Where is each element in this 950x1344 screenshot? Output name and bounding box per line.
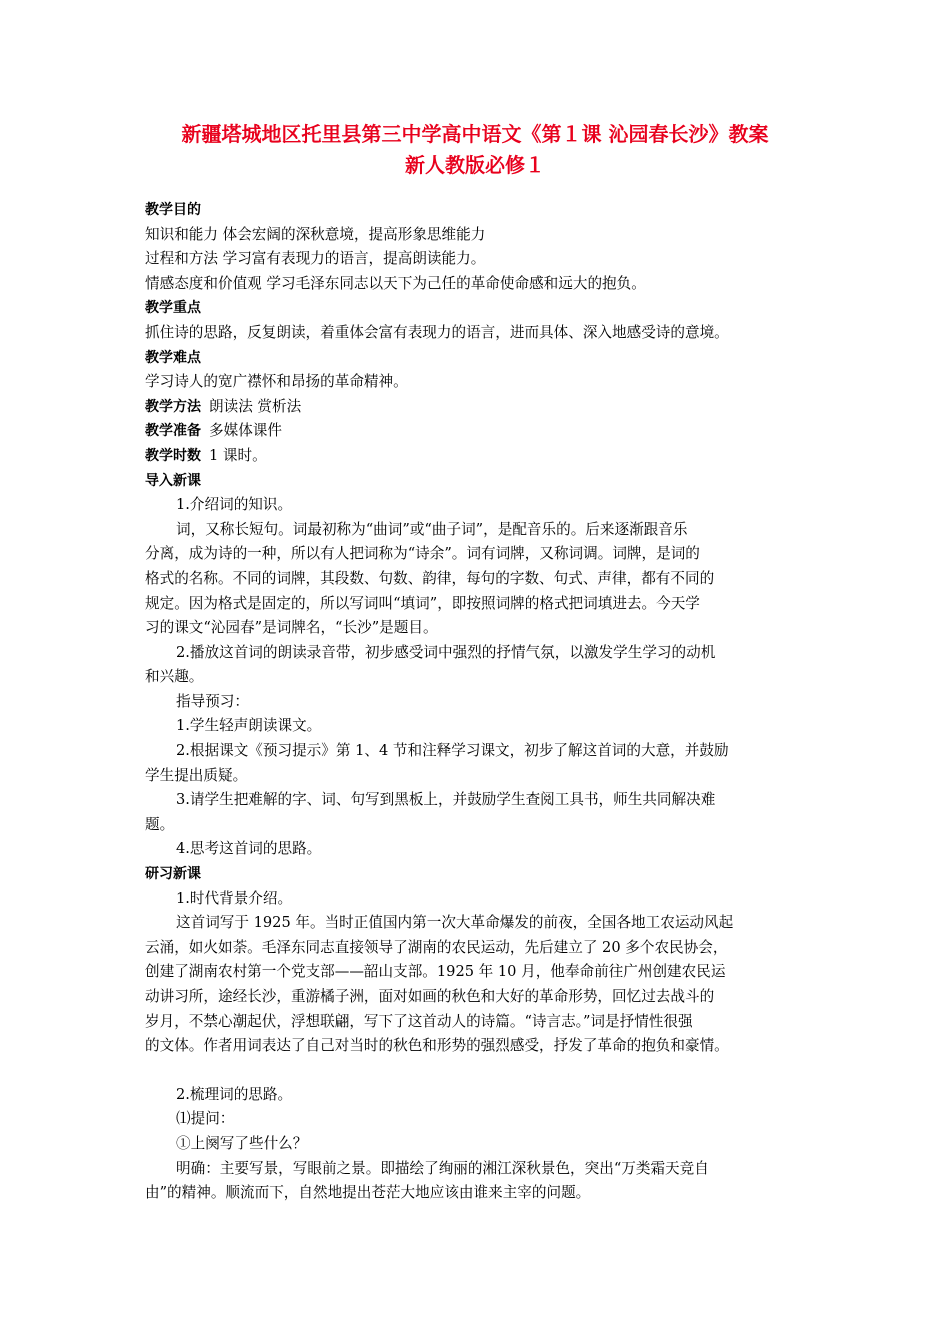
new-lesson-line: 1.时代背景介绍。 [176, 889, 293, 907]
hours-label: 教学时数 [145, 447, 201, 464]
new-lesson-line: 2.梳理词的思路。 [176, 1085, 293, 1103]
objective-knowledge: 知识和能力 体会宏阔的深秋意境，提高形象思维能力 [145, 225, 486, 243]
new-lesson-line: ⑴提问： [176, 1110, 235, 1128]
new-lesson-line: 创建了湖南农村第一个党支部——韶山支部。1925 年 10 月，他奉命前往广州创建农民运 [145, 963, 726, 981]
difficulties-text: 学习诗人的宽广襟怀和昂扬的革命精神。 [145, 373, 408, 391]
intro-line: 1.学生轻声朗读课文。 [176, 717, 322, 735]
intro-line: 4.思考这首词的思路。 [176, 840, 322, 858]
hours-row [145, 444, 815, 469]
intro-line: 指导预习： [176, 692, 249, 710]
intro-line: 词，又称长短句。词最初称为“曲词”或“曲子词”，是配音乐的。后来逐渐跟音乐 [176, 520, 688, 538]
new-lesson-heading: 研习新课 [145, 866, 201, 883]
new-lesson-line: 云涌，如火如荼。毛泽东同志直接领导了湖南的农民运动，先后建立了 20 多个农民协会， [145, 938, 728, 956]
paragraph-gap [145, 1059, 815, 1083]
intro-line: 习的课文“沁园春”是词牌名，“长沙”是题目。 [145, 619, 438, 637]
intro-line: 3.请学生把难解的字、词、句写到黑板上，并鼓励学生查阅工具书，师生共同解决难 [176, 791, 716, 809]
document-title-line-2: 新人教版必修１ [405, 153, 545, 177]
objectives-heading: 教学目的 [145, 202, 201, 218]
method-label: 教学方法 [145, 398, 201, 415]
document-title-line-1: 新疆塔城地区托里县第三中学高中语文《第１课 沁园春长沙》教案 [181, 122, 769, 146]
new-lesson-line: 明确：主要写景，写眼前之景。即描绘了绚丽的湘江深秋景色，突出“万类霜天竞自 [176, 1159, 709, 1177]
document-body [145, 198, 815, 1206]
new-lesson-line: ①上阕写了些什么？ [176, 1134, 308, 1152]
preparation-label: 教学准备 [145, 423, 201, 440]
intro-heading: 导入新课 [145, 472, 201, 489]
difficulties-heading: 教学难点 [145, 349, 201, 366]
new-lesson-line: 由”的精神。顺流而下，自然地提出苍茫大地应该由谁来主宰的问题。 [145, 1184, 591, 1202]
intro-line: 格式的名称。不同的词牌，其段数、句数、韵律，每句的字数、句式、声律，都有不同的 [145, 569, 715, 587]
method-row [145, 395, 815, 420]
key-points-text: 抓住诗的思路，反复朗读，着重体会富有表现力的语言，进而具体、深入地感受诗的意境。 [145, 323, 729, 341]
objective-emotion: 情感态度和价值观 学习毛泽东同志以天下为己任的革命使命感和远大的抱负。 [145, 274, 646, 292]
intro-line: 规定。因为格式是固定的，所以写词叫“填词”，即按照词牌的格式把词填进去。今天学 [145, 594, 700, 612]
method-value: 朗读法 赏析法 [209, 397, 302, 415]
intro-line: 学生提出质疑。 [145, 766, 248, 784]
intro-line: 分离，成为诗的一种，所以有人把词称为“诗余”。词有词牌，又称词调。词牌，是词的 [145, 545, 700, 563]
objective-process: 过程和方法 学习富有表现力的语言，提高朗读能力。 [145, 250, 486, 268]
preparation-row [145, 419, 815, 444]
new-lesson-line: 这首词写于 1925 年。当时正值国内第一次大革命爆发的前夜，全国各地工农运动风起 [176, 914, 734, 932]
intro-line: 2.播放这首词的朗读录音带，初步感受词中强烈的抒情气氛，以激发学生学习的动机 [176, 643, 716, 661]
new-lesson-line: 动讲习所，途经长沙，重游橘子洲，面对如画的秋色和大好的革命形势，回忆过去战斗的 [145, 988, 715, 1005]
intro-line: 和兴趣。 [145, 668, 204, 686]
preparation-value: 多媒体课件 [209, 422, 282, 440]
new-lesson-line: 的文体。作者用词表达了自己对当时的秋色和形势的强烈感受，抒发了革命的抱负和豪情。 [145, 1037, 729, 1055]
intro-line: 1.介绍词的知识。 [176, 496, 293, 514]
new-lesson-line: 岁月，不禁心潮起伏，浮想联翩，写下了这首动人的诗篇。“诗言志。”词是抒情性很强 [145, 1012, 693, 1030]
intro-line: 2.根据课文《预习提示》第 1、4 节和注释学习课文，初步了解这首词的大意，并鼓励 [176, 742, 729, 760]
intro-line: 题。 [145, 815, 175, 833]
key-points-heading: 教学重点 [145, 300, 201, 317]
hours-value: 1 课时。 [209, 446, 267, 464]
